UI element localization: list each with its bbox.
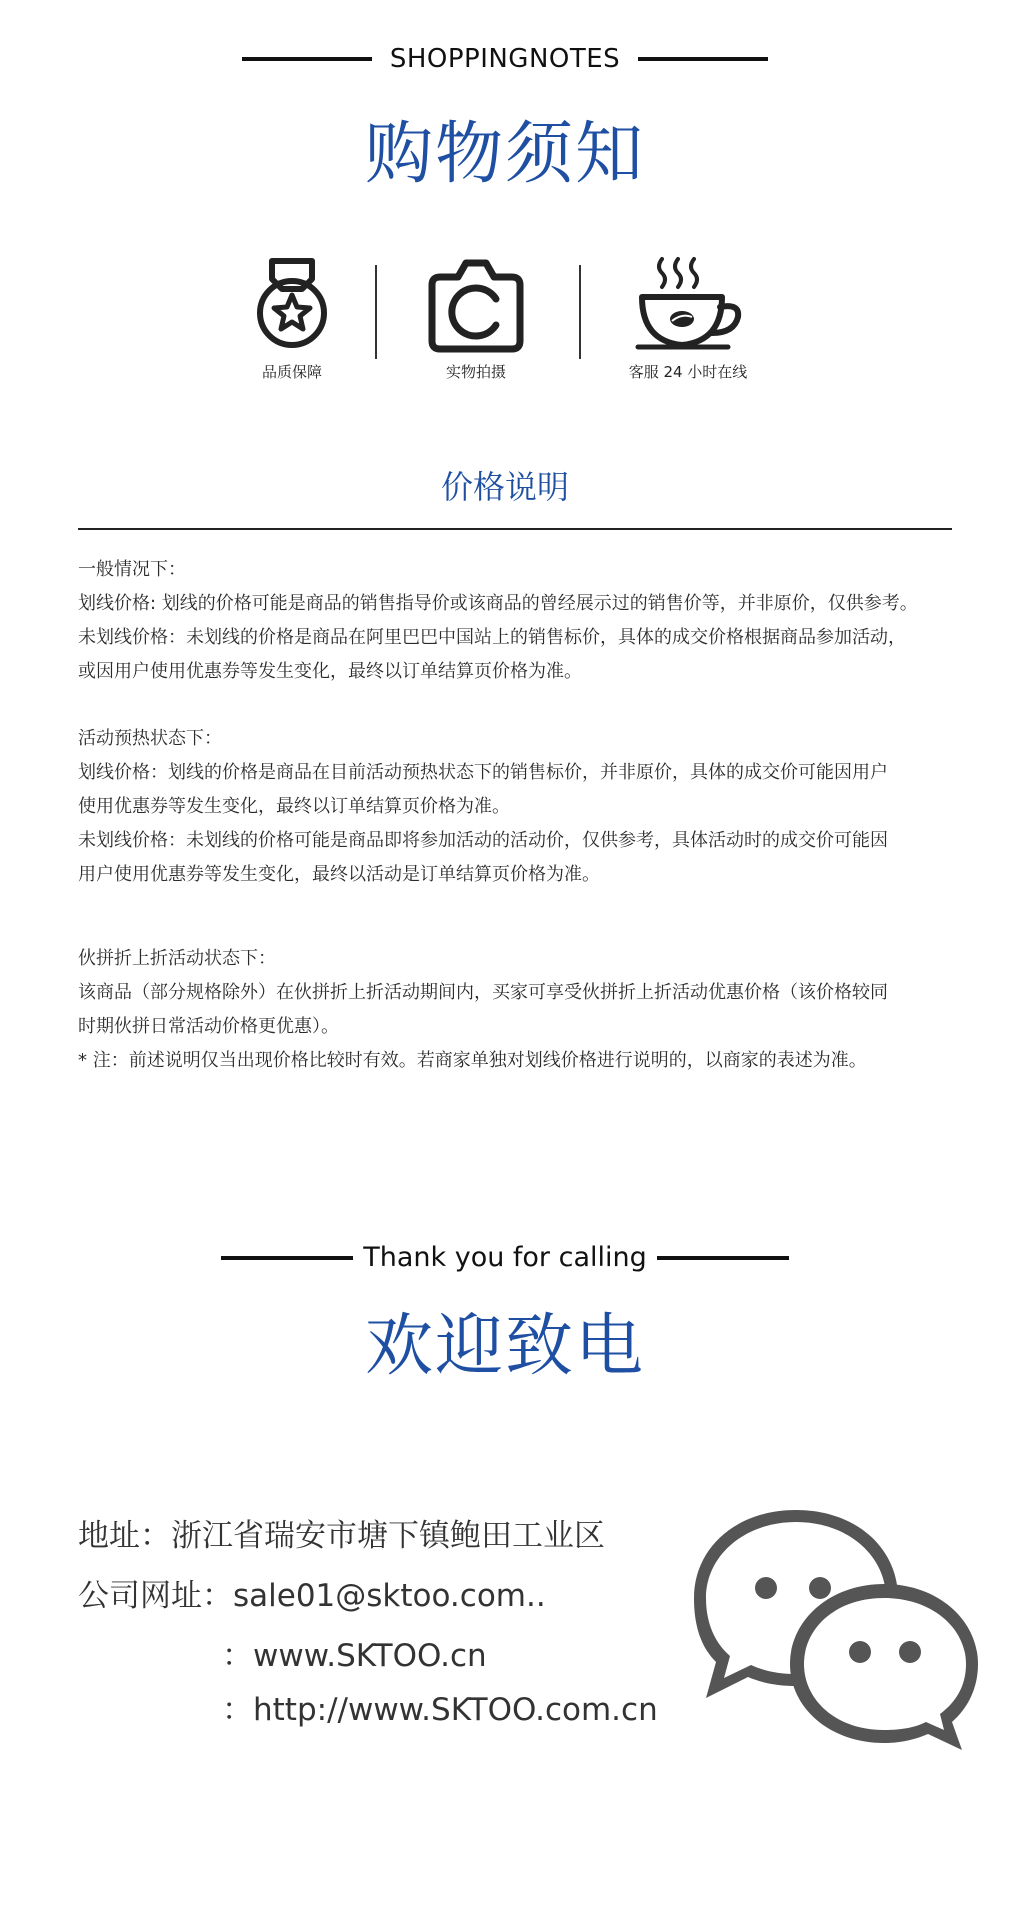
paragraph-line: 使用优惠券等发生变化，最终以订单结算页价格为准。 <box>78 796 510 817</box>
feature-service <box>588 255 788 382</box>
left-rule <box>242 57 372 61</box>
page-title: 购物须知 <box>364 115 645 194</box>
left-rule <box>221 1256 353 1260</box>
divider <box>579 265 581 359</box>
paragraph-heading: 活动预热状态下： <box>78 728 222 749</box>
section-divider <box>78 528 952 530</box>
paragraph-line: 时期伙拼日常活动价格更优惠）。 <box>78 1016 339 1037</box>
thanks-eyebrow-text: Thank you for calling <box>363 1242 647 1273</box>
feature-photo <box>376 255 576 382</box>
feature-label: 品质保障 <box>261 363 322 381</box>
paragraph-line: 未划线价格：未划线的价格可能是商品即将参加活动的活动价，仅供参考，具体活动时的成交价可能因 <box>78 830 888 851</box>
paragraph-line: 未划线价格：未划线的价格是商品在阿里巴巴中国站上的销售标价，具体的成交价格根据商品参加活动， <box>78 627 906 648</box>
feature-label: 实物拍摄 <box>445 363 506 381</box>
price-preheat <box>78 722 958 892</box>
paragraph-heading: 一般情况下： <box>78 559 186 580</box>
paragraph-line: 该商品（部分规格除外）在伙拼折上折活动期间内，买家可享受伙拼折上折活动优惠价格（该价格较同 <box>78 982 888 1003</box>
price-general <box>78 553 958 689</box>
feature-quality <box>192 255 392 382</box>
feature-label: 客服 24 小时在线 <box>628 363 748 381</box>
paragraph-note: * 注：前述说明仅当出现价格比较时有效。若商家单独对划线价格进行说明的，以商家的表述为准。 <box>78 1050 867 1071</box>
email-link[interactable]: sale01@sktoo.com.. <box>233 1578 546 1614</box>
eyebrow-text: SHOPPINGNOTES <box>389 44 621 74</box>
price-group <box>78 942 958 1078</box>
thanks-title: 欢迎致电 <box>364 1307 645 1386</box>
paragraph-heading: 伙拼折上折活动状态下： <box>78 948 276 969</box>
right-rule <box>657 1256 789 1260</box>
section-title: 价格说明 <box>440 468 569 506</box>
header-eyebrow <box>0 44 1010 74</box>
paragraph-line: 用户使用优惠券等发生变化，最终以活动是订单结算页价格为准。 <box>78 864 600 885</box>
thanks-eyebrow <box>0 1242 1010 1273</box>
paragraph-line: 或因用户使用优惠券等发生变化，最终以订单结算页价格为准。 <box>78 661 582 682</box>
coffee-cup-icon <box>628 255 748 355</box>
contact-block <box>78 1510 698 1750</box>
paragraph-line: 划线价格: 划线的价格可能是商品的销售指导价或该商品的曾经展示过的销售价等，并非原价，仅供参考。 <box>78 593 918 614</box>
website-row <box>78 1570 546 1615</box>
feature-row <box>0 255 1010 395</box>
site-link[interactable]: ：www.SKTOO.cn <box>222 1638 487 1674</box>
paragraph-line: 划线价格：划线的价格是商品在目前活动预热状态下的销售标价，并非原价，具体的成交价可能因用户 <box>78 762 888 783</box>
medal-star-icon <box>252 255 332 355</box>
site-link[interactable]: ：http://www.SKTOO.com.cn <box>222 1692 658 1728</box>
wechat-icon <box>686 1502 986 1752</box>
camera-icon <box>424 255 528 355</box>
address-text: 地址：浙江省瑞安市塘下镇鲍田工业区 <box>78 1518 605 1554</box>
website-label: 公司网址： <box>78 1578 233 1614</box>
right-rule <box>638 57 768 61</box>
